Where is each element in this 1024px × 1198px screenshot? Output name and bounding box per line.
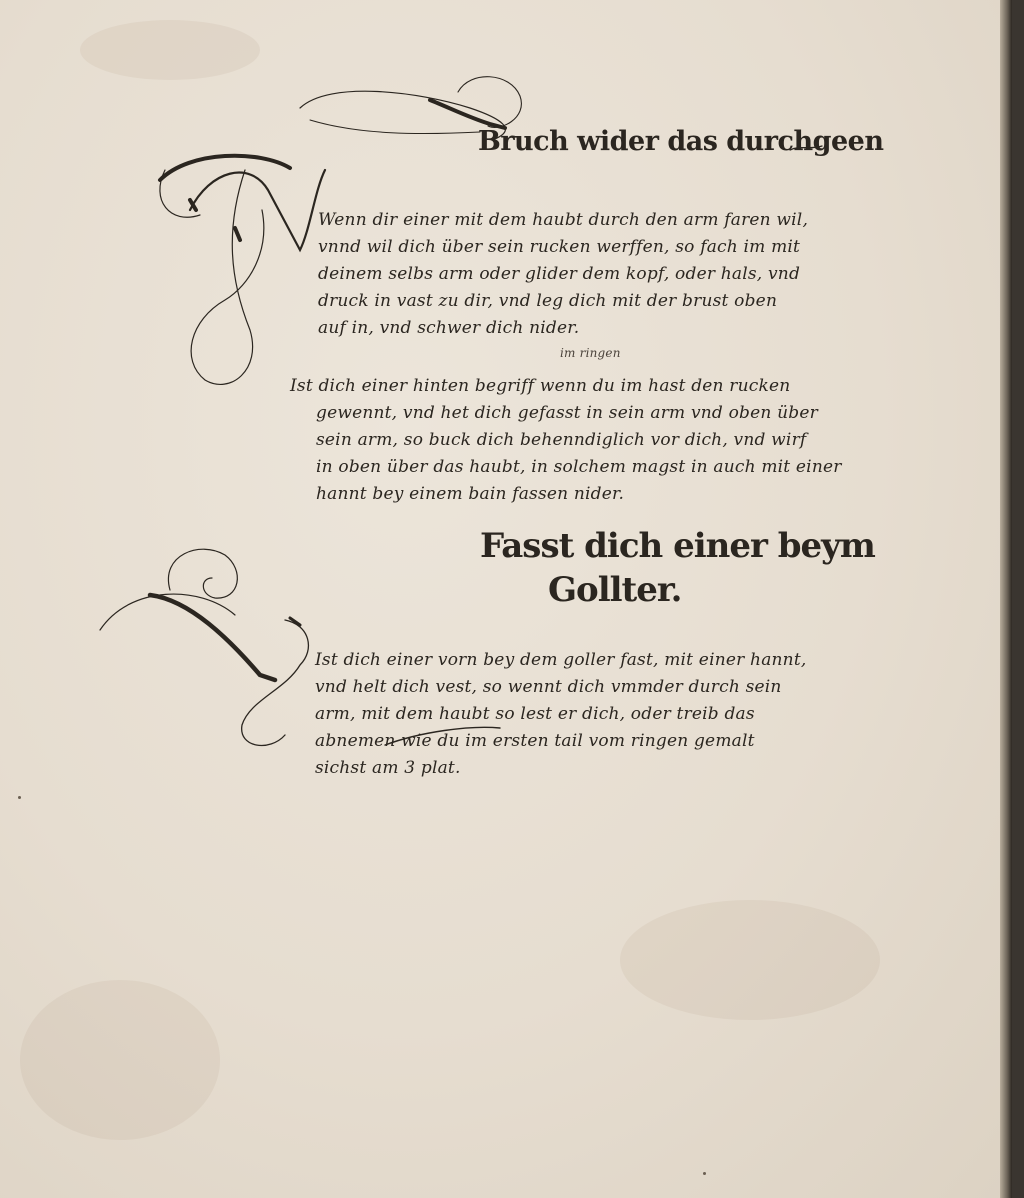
text-line: abnemen wie du im ersten tail vom ringen gemalt	[315, 731, 755, 751]
text-line: auf in, vnd schwer dich nider.	[318, 318, 580, 338]
ink-speck	[703, 1172, 706, 1175]
page-edge	[1000, 0, 1012, 1198]
text-line: Ist dich einer hinten begriff wenn du im hast den rucken	[290, 376, 791, 396]
ink-speck	[18, 796, 21, 799]
section-heading: Fasst dich einer beym	[480, 526, 875, 566]
text-line: hannt bey einem bain fassen nider.	[316, 484, 625, 504]
section-heading: Bruch wider das durchgeen	[478, 126, 884, 157]
marginal-note: im ringen	[560, 346, 621, 360]
text-line: Ist dich einer vorn bey dem goller fast, mit einer hannt,	[315, 650, 807, 670]
text-line: deinem selbs arm oder glider dem kopf, oder hals, vnd	[318, 264, 801, 284]
section-heading: Gollter.	[548, 570, 682, 610]
text-line: gewennt, vnd het dich gefasst in sein arm vnd oben über	[316, 403, 818, 423]
text-line: in oben über das haubt, in solchem magst in auch mit einer	[316, 457, 842, 477]
text-line: vnnd wil dich über sein rucken werffen, so fach im mit	[318, 237, 801, 257]
text-line: vnd helt dich vest, so wennt dich vmmder durch sein	[315, 677, 782, 697]
text-line: Wenn dir einer mit dem haubt durch den arm faren wil,	[318, 210, 809, 230]
text-line: arm, mit dem haubt so lest er dich, oder treib das	[315, 704, 755, 724]
text-line: druck in vast zu dir, vnd leg dich mit der brust oben	[318, 291, 778, 311]
text-line: sein arm, so buck dich behenndiglich vor dich, vnd wirf	[316, 430, 807, 450]
text-line: sichst am 3 plat.	[315, 758, 461, 778]
